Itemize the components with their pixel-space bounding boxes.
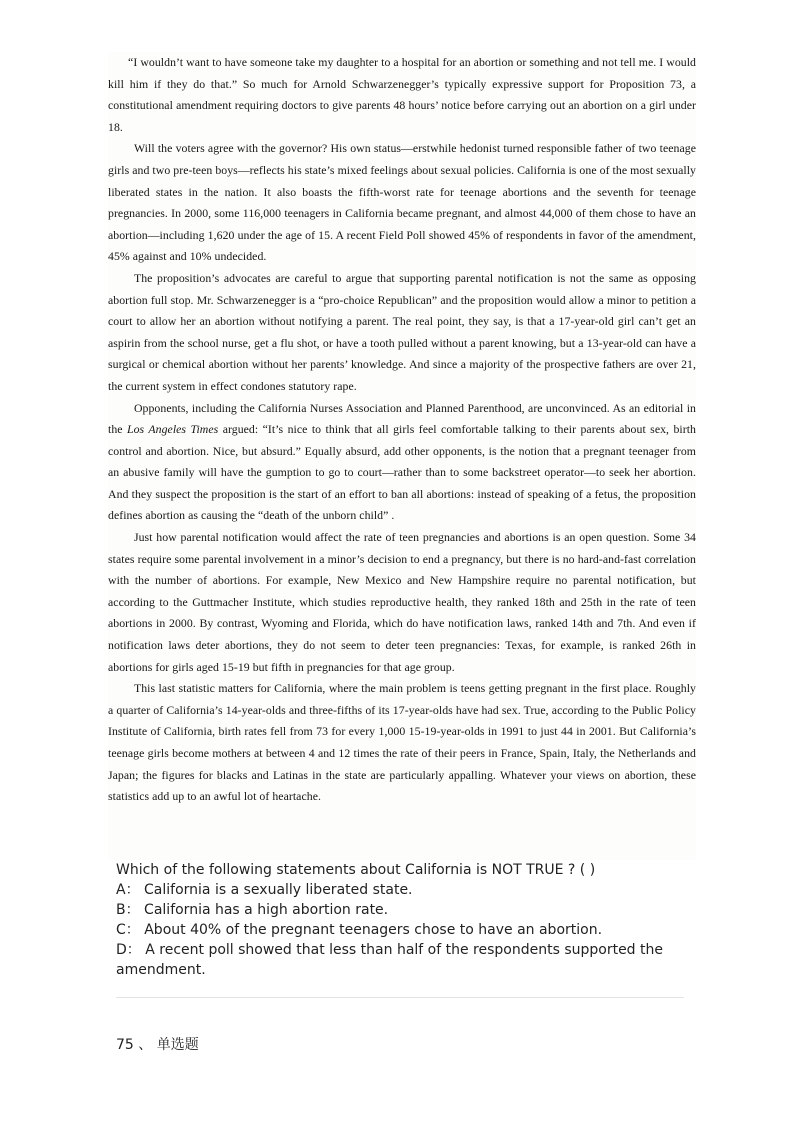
passage-paragraph-2: Will the voters agree with the governor? His own status—erstwhile hedonist turned responsible father of two teenage girls and two pre-teen boys—reflects his state’s mixed feelings about sexual policies. California is one of the most sexually liberated states in the nation. It also boasts the fifth-worst rate for teenage abortions and the seventh for teenage pregnancies. In 2000, some 116,000 teenagers in California became pregnant, and almost 44,000 of them chose to have an abortion—including 1,620 under the age of 15. A recent Field Poll showed 45% of respondents in favor of the amendment, 45% against and 10% undecided. (108, 141, 696, 264)
newspaper-name: Los Angeles Times (126, 422, 219, 437)
question-block (116, 860, 684, 980)
passage-paragraph-6: This last statistic matters for California, where the main problem is teens getting pregnant in the first place. Roughly a quarter of California’s 14-year-olds and three-fifths of its 17-year-olds have had sex. True, according to the Public Policy Institute of California, birth rates fell from 73 for every 1,000 15-19-year-olds in 1991 to just 44 in 2001. But California’s teenage girls become mothers at between 4 and 12 times the rate of their peers in France, Spain, Italy, the Netherlands and Japan; the figures for blacks and Latinas in the state are particularly appalling. Whatever your views on abortion, these statistics add up to an awful lot of heartache. (108, 681, 696, 804)
passage-scan (108, 52, 696, 860)
passage-paragraph-5: Just how parental notification would affect the rate of teen pregnancies and abortions is an open question. Some 34 states require some parental involvement in a minor’s decision to end a pregnancy, but there is no hard-and-fast correlation with the number of abortions. For example, New Mexico and New Hampshire require no parental notification, but according to the Guttmacher Institute, which studies reproductive health, they ranked 18th and 25th in the rate of teen abortions in 2000. By contrast, Wyoming and Florida, which do have notification laws, ranked 14th and 7th. And even if notification laws deter abortions, they do not seem to deter teen pregnancies: Texas, for example, is ranked 26th in abortions for girls aged 15-19 but fifth in pregnancies for that age group. (108, 530, 696, 674)
option-a[interactable]: A： California is a sexually liberated state. (116, 882, 413, 898)
passage-paragraph-3: The proposition’s advocates are careful to argue that supporting parental notification is not the same as opposing abortion full stop. Mr. Schwarzenegger is a “pro-choice Republican” and the proposition would allow a minor to petition a court to allow her an abortion without notifying a parent. The real point, they say, is that a 17-year-old girl can’t get an aspirin from the school nurse, get a flu shot, or have a tooth pulled without a parent knowing, but a 13-year-old can have a surgical or chemical abortion without her parents’ knowledge. And since a majority of the prospective fathers are over 21, the current system in effect condones statutory rape. (108, 270, 696, 393)
option-b[interactable]: B： California has a high abortion rate. (116, 902, 389, 918)
question-stem: Which of the following statements about California is NOT TRUE ? ( ) (116, 862, 596, 878)
next-question-label: 75 、 单选题 (116, 1037, 199, 1053)
passage-paragraph-1: “I wouldn’t want to have someone take my daughter to a hospital for an abortion or something and not tell me. I would kill him if they do that.” So much for Arnold Schwarzenegger’s typically expressive support for Proposition 73, a constitutional amendment requiring doctors to give parents 48 hours’ notice before carrying out an abortion on a girl under 18. (108, 55, 696, 134)
passage-paragraph-4-part-1: Opponents, including the California Nurses Association and Planned Parenthood, are unconvinced. As an editorial in the (108, 400, 696, 437)
passage-paragraph-4-part-2: argued: “It’s nice to think that all girls feel comfortable talking to their parents about sex, birth control and abortion. Nice, but absurd.” Equally absurd, add other opponents, is the notion that a pregnant teenager from an abusive family will have the gumption to go to court—rather than to some backstreet operator—to seek her abortion. And they suspect the proposition is the start of an effort to ban all abortions: instead of speaking of a fetus, the proposition defines abortion as causing the “death of the unborn child” . (108, 422, 696, 523)
option-c[interactable]: C： About 40% of the pregnant teenagers chose to have an abortion. (116, 922, 603, 938)
section-divider (116, 997, 684, 998)
passage-paragraph-4 (108, 398, 696, 528)
option-d[interactable]: D： A recent poll showed that less than half of the respondents supported the amendment. (116, 942, 663, 978)
